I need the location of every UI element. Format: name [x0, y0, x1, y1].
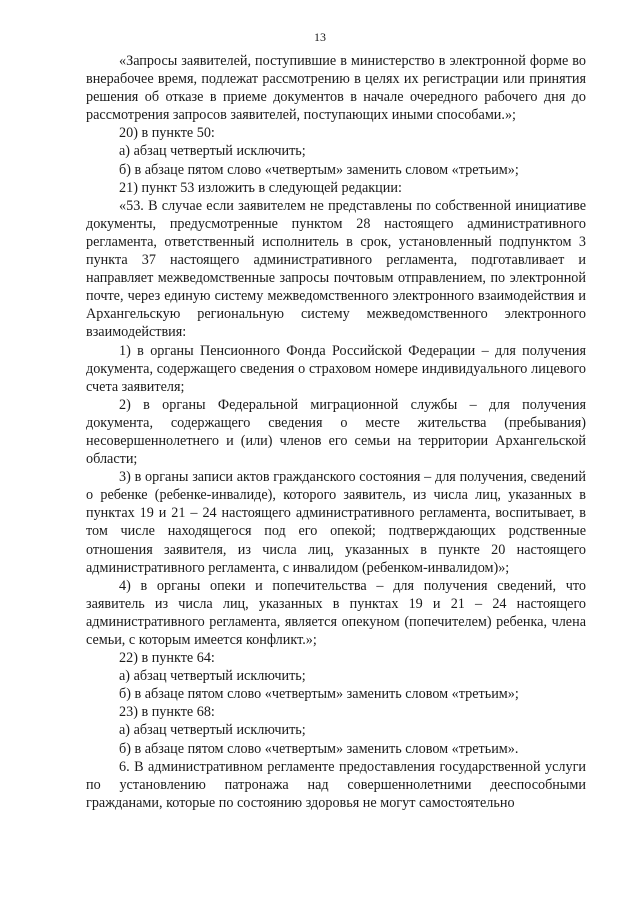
- document-body: [86, 52, 586, 812]
- paragraph-item-23-b: б) в абзаце пятом слово «четвертым» заменить словом «третьим».: [119, 740, 519, 757]
- page-number: 13: [314, 30, 326, 44]
- paragraph-request-quote: «Запросы заявителей, поступившие в министерство в электронной форме во внерабочее время, подлежат рассмотрению в целях их регистрации или принятия решения об отказе в приеме документов в начале очередного рабочего дня до рассмотрения запросов заявителей, поступающих иными способами.»;: [86, 53, 586, 124]
- paragraph-item-22-b: б) в абзаце пятом слово «четвертым» заменить словом «третьим»;: [119, 686, 519, 703]
- paragraph-item-20-a: а) абзац четвертый исключить;: [119, 143, 306, 160]
- paragraph-subitem-1: 1) в органы Пенсионного Фонда Российской Федерации – для получения документа, содержащего сведения о страховом номере индивидуального лицевого счета заявителя;: [86, 342, 586, 395]
- paragraph-point-53: «53. В случае если заявителем не представлены по собственной инициативе документы, предусмотренные пунктом 28 настоящего административного регламента, ответственный исполнитель в срок, установленный подпунктом 3 пункта 37 настоящего административного регламента, подготавливает и направляет межведомственные запросы почтовым отправлением, по электронной почте, через единую систему межведомственного электронного взаимодействия и Архангельскую региональную систему межведомственного электронного взаимодействия:: [86, 197, 586, 341]
- paragraph-item-23-a: а) абзац четвертый исключить;: [119, 722, 306, 739]
- paragraph-item-22: 22) в пункте 64:: [119, 650, 215, 667]
- paragraph-section-6: 6. В административном регламенте предоставления государственной услуги по установлению патронажа над совершеннолетними дееспособными гражданами, которые по состоянию здоровья не могут самостоятельно: [86, 758, 586, 811]
- paragraph-item-20: 20) в пункте 50:: [119, 125, 215, 142]
- paragraph-item-22-a: а) абзац четвертый исключить;: [119, 668, 306, 685]
- paragraph-item-21: 21) пункт 53 изложить в следующей редакции:: [119, 179, 402, 196]
- paragraph-subitem-3: 3) в органы записи актов гражданского состояния – для получения, сведений о ребенке (ребенке-инвалиде), которого заявитель, из числа лиц, указанных в пунктах 19 и 21 – 24 настоящего административного регламента, воспитывает, в том числе находящегося под его опекой; подтверждающих родственные отношения заявителя, из числа лиц, указанных в пункте 20 настоящего административного регламента, с инвалидом (ребенком-инвалидом)»;: [86, 469, 586, 576]
- paragraph-subitem-2: 2) в органы Федеральной миграционной службы – для получения документа, содержащего сведения о месте жительства (пребывания) несовершеннолетнего и (или) членов его семьи на территории Архангельской области;: [86, 396, 586, 468]
- paragraph-subitem-4: 4) в органы опеки и попечительства – для получения сведений, что заявитель из числа лиц, указанных в пунктах 19 и 21 – 24 настоящего административного регламента, является опекуном (попечителем) ребенка, члена семьи, с которым имеется конфликт.»;: [86, 577, 586, 648]
- paragraph-item-23: 23) в пункте 68:: [119, 704, 215, 721]
- paragraph-item-20-b: б) в абзаце пятом слово «четвертым» заменить словом «третьим»;: [119, 161, 519, 178]
